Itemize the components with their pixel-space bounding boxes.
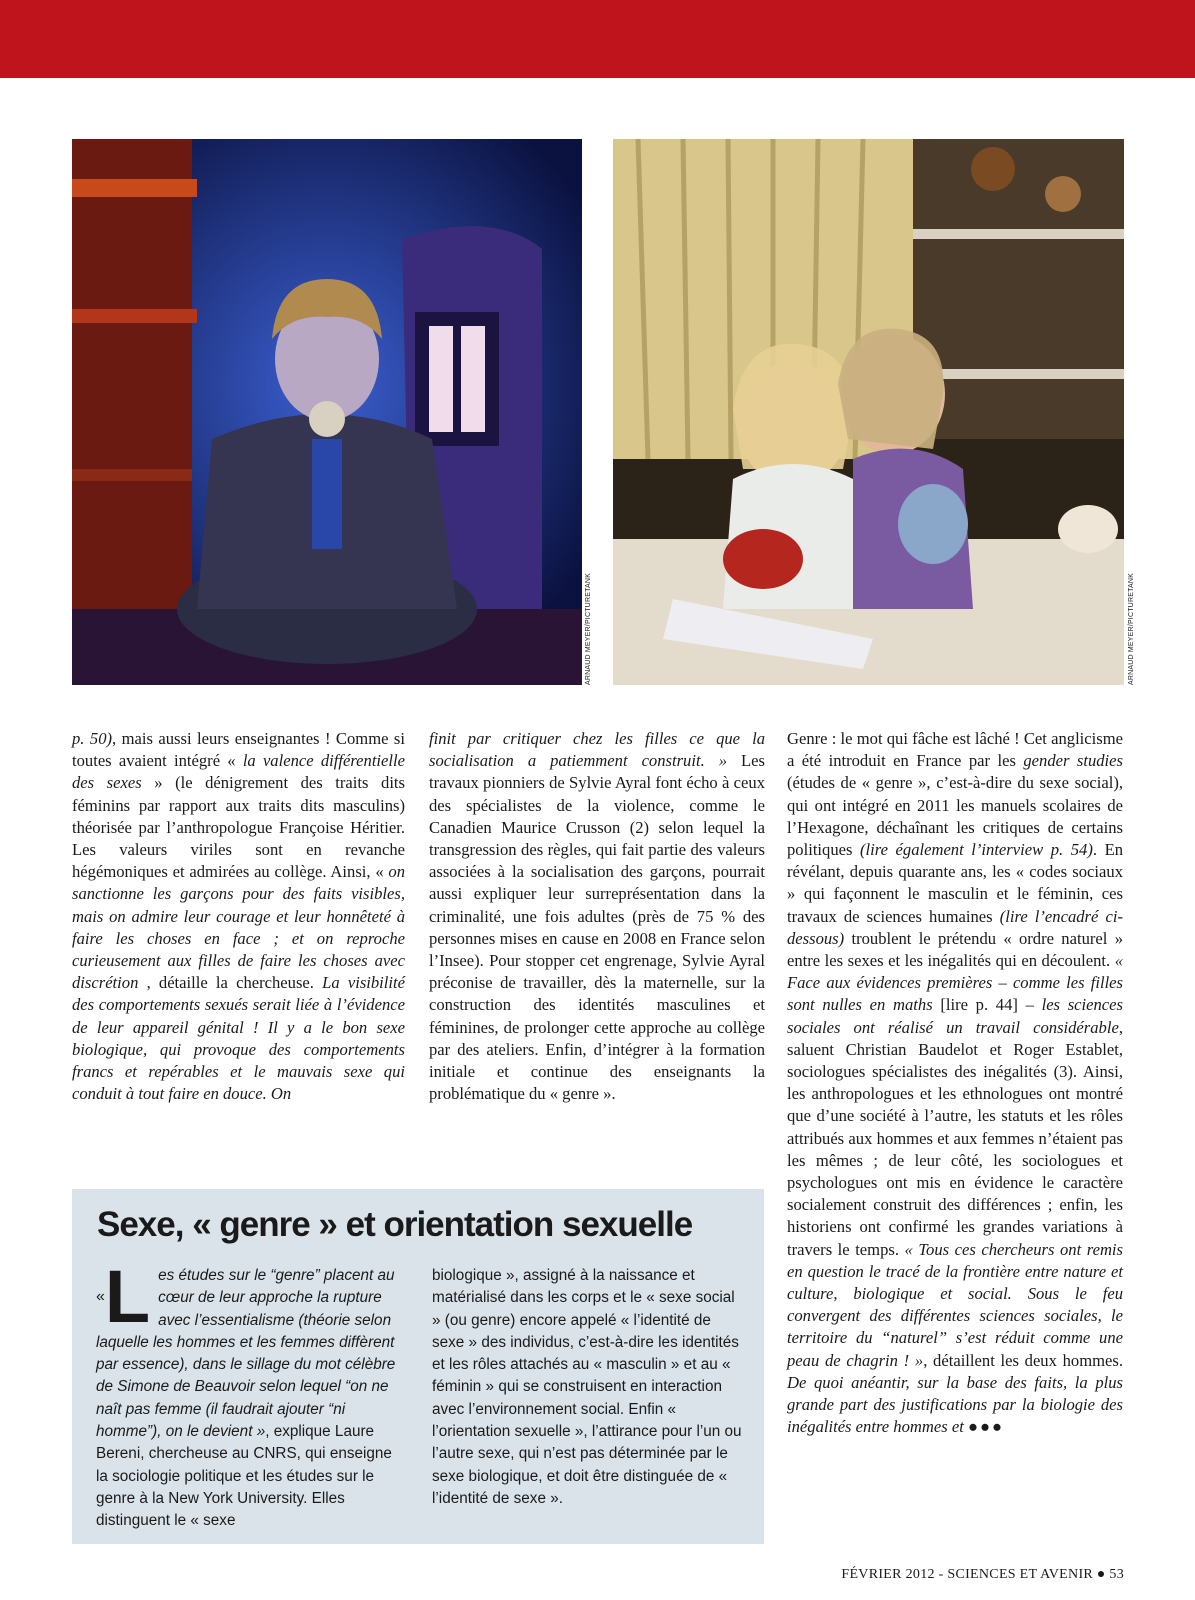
text-run: troublent le prétendu « ordre naturel » entre les sexes et les inégalités qui en découlent. — [787, 928, 1123, 971]
article-paragraph — [429, 728, 765, 1105]
sidebar-box — [72, 1189, 764, 1544]
continuation-dots: ●●● — [967, 1417, 1005, 1437]
text-run: . En révélant, depuis quarante ans, les « codes sociaux » qui façonnent le masculin et le féminin, ces travaux de sciences humaines — [787, 840, 1124, 926]
sidebar-column-1 — [96, 1255, 408, 1533]
text-run: (études de « genre », c’est-à-dire du sexe social), qui ont intégré en 2011 les manuels scolaires de l’Hexagone, déchaînant les critiques de certains politiques — [787, 773, 1123, 860]
page-footer: FÉVRIER 2012 - SCIENCES ET AVENIR ● 53 — [841, 1567, 1124, 1582]
italic-text-run: (lire également l’interview p. 54) — [860, 840, 1093, 860]
dropcap: «L — [96, 1255, 151, 1338]
text-run: Genre : le mot qui fâche est lâché ! Cet anglicisme a été introduit en France par les — [787, 729, 1123, 771]
italic-text-run: p. 50) — [72, 729, 113, 748]
article-column-1 — [72, 728, 405, 1105]
top-color-band — [0, 0, 1195, 78]
article-column-2 — [429, 728, 765, 1105]
sidebar-paragraph — [432, 1265, 742, 1510]
text-run: Les travaux pionniers de Sylvie Ayral font écho à ceux des spécialistes de la violence, comme le Canadien Maurice Crusson (2) selon lequel la transgression des règles, qui fait partie des valeurs associées à la socialisation des garçons, pourrait aussi expliquer leur surreprésentation dans la criminalité, une fois adultes (près de 75 % des personnes mises en cause en 2008 en France selon l’Insee). Pour stopper cet engrenage, Sylvie Ayral préconise de travailler, dès la maternelle, sur la construction des identités masculines et féminines, de prolonger cette approche au collège par des ateliers. Enfin, d’intégrer à la formation initiale et continue des enseignants la problématique du « genre ». — [429, 751, 766, 1104]
sidebar-paragraph — [96, 1255, 408, 1533]
photo-girls-with-dolls — [613, 139, 1124, 685]
italic-text-run: es études sur le “genre” placent au cœur de leur approche la rupture avec l’essentialisme (théorie selon laquelle les hommes et les femmes diffèrent par essence), dans le sillage du mot célèbre de Simone de Beauvoir selon lequel “on ne naît pas femme (il faudrait ajouter “ni homme”), on le devient » — [96, 1267, 396, 1441]
italic-text-run: « Tous ces chercheurs ont remis en question le tracé de la frontière entre nature et culture, biologique et social. Sous le feu convergent des différentes sciences sociales, le territoire du “naturel” s’est réduit comme une peau de chagrin ! » — [787, 1239, 1123, 1370]
italic-text-run: (lire l’encadré ci-dessous) — [787, 906, 1123, 948]
italic-text-run: La visibilité des comportements sexués serait liée à l’évidence de leur appareil génital ! Il y a le bon sexe biologique, qui provoque des comportements francs et repérables et le mauvais sexe qui conduit à tout faire en douce. On — [72, 973, 405, 1104]
text-run: , saluent Christian Baudelot et Roger Establet, sociologues spécialistes des inégalités (3). Ainsi, les anthropologues et les ethnologues ont montré que d’une société à l’autre, les statuts et les rôles attribués aux hommes et aux femmes n’étaient pas les mêmes ; de leur côté, les sociologues et psychologues ont mis en évidence le caractère socialement construit des différences ; enfin, les historiens ont confirmé les grandes variations à travers le temps. — [787, 1017, 1123, 1259]
photo-credit: ARNAUD MEYER/PICTURETANK — [585, 572, 592, 685]
sidebar-column-2 — [432, 1265, 742, 1510]
article-column-3 — [787, 728, 1123, 1439]
italic-text-run: De quoi anéantir, sur la base des faits, la plus grande part des justifications par la biologie des inégalités entre hommes et — [787, 1372, 1123, 1437]
article-paragraph — [72, 728, 405, 1105]
photo-credit: ARNAUD MEYER/PICTURETANK — [1128, 572, 1135, 685]
text-run: , explique Laure Bereni, chercheuse au CNRS, qui enseigne la sociologie politique et les études sur le genre à la New York University. Elles distinguent le « sexe — [96, 1423, 392, 1530]
italic-text-run: « Face aux évidences premières – comme les filles sont nulles en maths — [787, 951, 1123, 1015]
text-run: , détaillent les deux hommes. — [923, 1350, 1123, 1370]
text-run: , détaille la chercheuse. — [138, 973, 323, 993]
text-run: , mais aussi leurs enseignantes ! Comme si toutes avaient intégré « — [72, 729, 405, 771]
text-run: biologique », assigné à la naissance et matérialisé dans les corps et le « sexe social » (ou genre) encore appelé « l’identité de sexe » des individus, c’est-à-dire les identités et les rôles attachés au « masculin » et au « féminin » qui se construisent en interaction avec l’environnement social. Enfin « l’orientation sexuelle », l’attirance pour l’un ou l’autre sexe, qui n’est pas déterminée par le sexe biologique, et doit être distinguée de « l’identité de sexe ». — [432, 1267, 742, 1507]
italic-text-run: les sciences sociales ont réalisé un travail considérable — [787, 995, 1123, 1037]
text-run: » (le dénigrement des traits dits féminins par rapport aux traits dits masculins) théorisée par l’anthropologue Françoise Héritier. Les valeurs viriles sont en revanche hégémoniques et admirées au collège. Ainsi, « — [72, 773, 405, 882]
italic-text-run: gender studies — [1023, 751, 1123, 771]
photo-boy-with-robot — [72, 139, 582, 685]
italic-text-run: on sanctionne les garçons pour des faits visibles, mais on admire leur courage et leur honnêteté à faire les choses en face ; et on reproche curieusement aux filles de faire les choses avec discrétion — [72, 862, 405, 993]
italic-text-run: finit par critiquer chez les filles ce que la socialisation a patiemment construit. » — [429, 729, 765, 771]
text-run: [lire p. 44] – — [932, 995, 1042, 1015]
article-paragraph — [787, 728, 1123, 1439]
italic-text-run: la valence différentielle des sexes — [72, 751, 405, 793]
sidebar-title: Sexe, « genre » et orientation sexuelle — [97, 1205, 693, 1244]
